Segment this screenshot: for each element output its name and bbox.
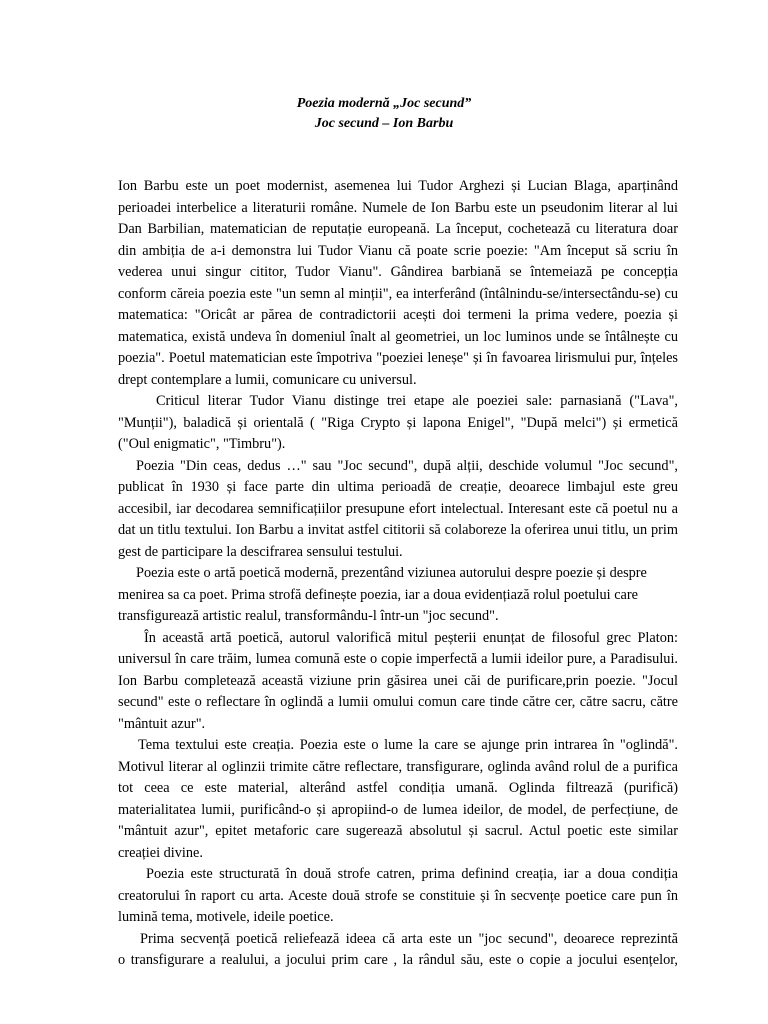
text-line: Ion Barbu completează această viziune prin găsirea unei căi de purificare,prin poezie. "Jocul [118,672,678,689]
text-line: accesibil, iar decodarea semnificațiilor presupune efort intelectual. Interesant este că poetul nu a [118,500,678,517]
text-line: ("Oul enigmatic", "Timbru"). [118,436,286,452]
text-line: Ion Barbu este un poet modernist, asemenea lui Tudor Arghezi și Lucian Blaga, aparținând [118,178,678,194]
text-line: Poezia "Din ceas, dedus …" sau "Joc secund", după alții, deschide volumul "Joc secund", [136,457,678,474]
text-line: secund" este o reflectare în oglindă a lumii omului comun care tinde către cer, către sacru, către [118,694,678,710]
text-line: conform căreia poezia este "un semn al minții", ea interferând (întâlnindu-se/intersectându-se) cu [118,285,678,302]
text-line: din ambiția de a-i demonstra lui Tudor Vianu că poate scrie poezie: "Am început să scriu în [118,242,678,259]
text-line: matematica: "Oricât ar părea de contradictorii acești doi termeni la prima vedere, poezia și [118,307,678,323]
text-line: o transfigurare a realului, a jocului prim care , la rândul său, este o copie a jocului esențelor, [118,952,678,968]
text-line: Poezia este o artă poetică modernă, prezentând viziunea autorului despre poezie și despre [136,565,647,581]
text-line: vederea unui singur cititor, Tudor Vianu". Gândirea barbiană se întemeiază pe concepția [118,264,678,280]
text-line: universul în care trăim, lumea comună este o copie imperfectă a lumii ideilor pure, a Paradisului. [118,651,678,667]
text-line: Motivul literar al oglinzii trimite către reflectare, transfigurare, oglinda având rolul de a purifica [118,758,678,775]
text-line: "Munții"), baladică și orientală ( "Riga Crypto și lapona Enigel", "După melci") și ermetică [118,414,678,431]
text-line: drept contemplare a lumii, comunicare cu universul. [118,371,417,388]
text-line: creatorului în raport cu arta. Aceste două strofe se constituie și în secvențe poetice care pun în [118,887,678,904]
text-line: Poezia este structurată în două strofe catren, prima definind creația, iar a doua condiția [146,866,678,882]
text-line: matematica, există undeva în domeniul înalt al geometriei, un loc luminos unde se întâlnește cu [118,328,678,345]
text-line: tot ceea ce este material, alterând astfel condiția umană. Oglinda filtrează (purifică) [118,780,678,796]
text-line: lumină tema, motivele, ideile poetice. [118,909,334,925]
text-line: materialitatea lumii, purificând-o și apropiind-o de lumea ideilor, de model, de perfecțiune, de [118,801,678,818]
text-line: Criticul literar Tudor Vianu distinge trei etape ale poeziei sale: parnasiană ("Lava", [156,393,678,409]
document-subtitle: Joc secund – Ion Barbu [314,116,454,131]
text-line: poezia". Poetul matematician este împotriva "poeziei leneșe" și în favoarea lirismului pur, înțeles [118,350,678,366]
document-title: Poezia modernă „Joc secund” [296,96,472,111]
text-line: menirea sa ca poet. Prima strofă definește poezia, iar a doua evidențiază rolul poetului care [118,586,639,603]
text-line: "mântuit azur". [118,715,206,732]
text-line: dat un titlu textului. Ion Barbu a invitat astfel cititorii să colaboreze la oferirea unui titlu, un prim [118,522,678,538]
text-line: publicat în 1930 și face parte din ultima perioadă de creație, deoarece limbajul este greu [118,479,678,495]
text-line: Prima secvență poetică reliefează ideea că arta este un "joc secund", deoarece reprezintă [140,930,678,947]
text-line: perioadei interbelice a literaturii române. Numele de Ion Barbu este un pseudonim literar al lui [118,199,678,216]
text-line: creației divine. [118,844,203,861]
text-line: gest de participare la descifrarea sensului testului. [118,543,403,560]
text-line: Dan Barbilian, matematician de reputație europeană. La început, cochetează cu literatura doar [118,221,678,237]
text-line: În această artă poetică, autorul valorifică mitul peșterii enunțat de filosoful grec Platon: [144,629,678,646]
text-line: Tema textului este creația. Poezia este o lume la care se ajunge prin intrarea în "oglindă". [138,737,678,753]
text-line: transfigurează artistic realul, transformându-l într-un "joc secund". [118,608,499,624]
text-line: "mântuit azur", epitet metaforic care sugerează absolutul și sacrul. Actul poetic este similar [118,823,678,839]
